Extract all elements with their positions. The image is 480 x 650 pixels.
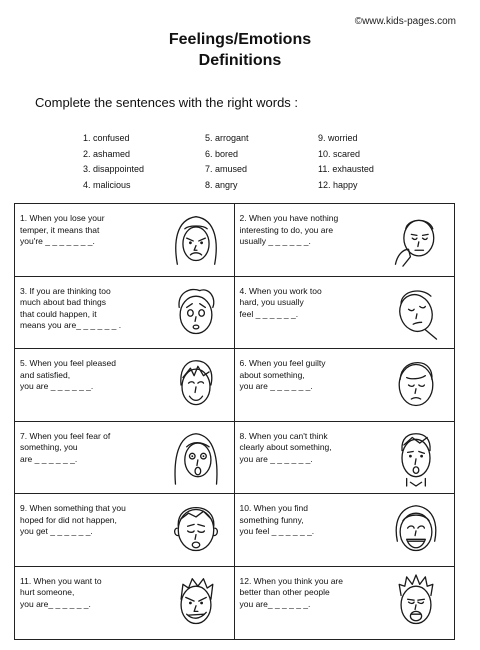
exercise-sentence: 8. When you can't think clearly about something, you are _ _ _ _ _ _.: [239, 430, 332, 464]
exercise-cell: [15, 567, 235, 640]
word-bank-item: 2. ashamed: [83, 148, 131, 159]
exercise-cell: [235, 494, 455, 567]
confused-face-icon: [388, 427, 444, 489]
exercise-sentence: 1. When you lose your temper, it means that you're _ _ _ _ _ _ _.: [20, 213, 105, 246]
exercise-cell: [235, 422, 455, 495]
exercise-sentence: 10. When you find something funny, you feel _ _ _ _ _ _.: [239, 503, 315, 536]
exercise-sentence: 2. When you have nothing interesting to do, you are usually _ _ _ _ _ _.: [239, 213, 339, 246]
exercise-cell: [235, 349, 455, 422]
word-bank-column-3: [318, 131, 374, 193]
word-bank-item: 12. happy: [318, 179, 358, 190]
word-bank-column-2: [205, 131, 249, 193]
worried-face-icon: [168, 282, 224, 344]
exercise-cell: [15, 422, 235, 495]
exercise-cell: [235, 204, 455, 277]
page-subtitle: Definitions: [198, 52, 282, 69]
word-bank-item: 4. malicious: [83, 179, 131, 190]
page-title: Feelings/Emotions: [168, 31, 312, 48]
exercise-sentence: 12. When you think you are better than other people you are_ _ _ _ _ _.: [239, 575, 343, 609]
exercise-sentence: 3. If you are thinking too much about bad things that could happen, it means you are_ _ _ _ _ _ .: [20, 285, 122, 330]
word-bank-item: 3. disappointed: [83, 164, 145, 174]
exercise-sentence: 9. When something that you hoped for did not happen, you get _ _ _ _ _ _.: [20, 503, 126, 536]
word-bank-column-1: [83, 131, 144, 193]
happy-face-icon: [168, 354, 224, 416]
word-bank-item: 5. arrogant: [205, 133, 249, 143]
exercise-cell: [235, 567, 455, 640]
exercise-cell: [235, 277, 455, 350]
word-bank-item: 6. bored: [205, 148, 239, 159]
arrogant-face-icon: [388, 572, 444, 634]
angry-face-icon: [168, 209, 224, 271]
exercise-sentence: 4. When you work too hard, you usually feel _ _ _ _ _ _.: [239, 285, 322, 319]
exercise-cell: [15, 349, 235, 422]
exercise-cell: [15, 277, 235, 350]
exercise-sentence: 7. When you feel fear of something, you are _ _ _ _ _ _.: [20, 430, 111, 464]
amused-face-icon: [388, 499, 444, 561]
word-bank-item: 11. exhausted: [318, 164, 374, 174]
exercise-sentence: 6. When you feel guilty about something, you are _ _ _ _ _ _.: [239, 358, 326, 391]
instruction-text: Complete the sentences with the right words :: [35, 95, 299, 110]
word-bank-item: 8. angry: [205, 179, 238, 190]
exhausted-face-icon: [388, 282, 444, 344]
ashamed-face-icon: [388, 354, 444, 416]
exercise-cell: [15, 494, 235, 567]
copyright-notice: ©www.kids-pages.com: [354, 16, 456, 27]
word-bank-item: 7. amused: [205, 164, 248, 174]
exercise-cell: [15, 204, 235, 277]
word-bank-item: 10. scared: [318, 148, 361, 159]
disappointed-face-icon: [168, 499, 224, 561]
scared-face-icon: [168, 427, 224, 489]
exercise-sentence: 5. When you feel pleased and satisfied, you are _ _ _ _ _ _.: [20, 358, 116, 391]
word-bank-item: 9. worried: [318, 133, 358, 143]
malicious-face-icon: [168, 572, 224, 634]
exercise-grid: [14, 203, 455, 640]
bored-face-icon: [388, 209, 444, 271]
exercise-sentence: 11. When you want to hurt someone, you are_ _ _ _ _ _.: [20, 575, 102, 609]
word-bank-item: 1. confused: [83, 133, 130, 143]
